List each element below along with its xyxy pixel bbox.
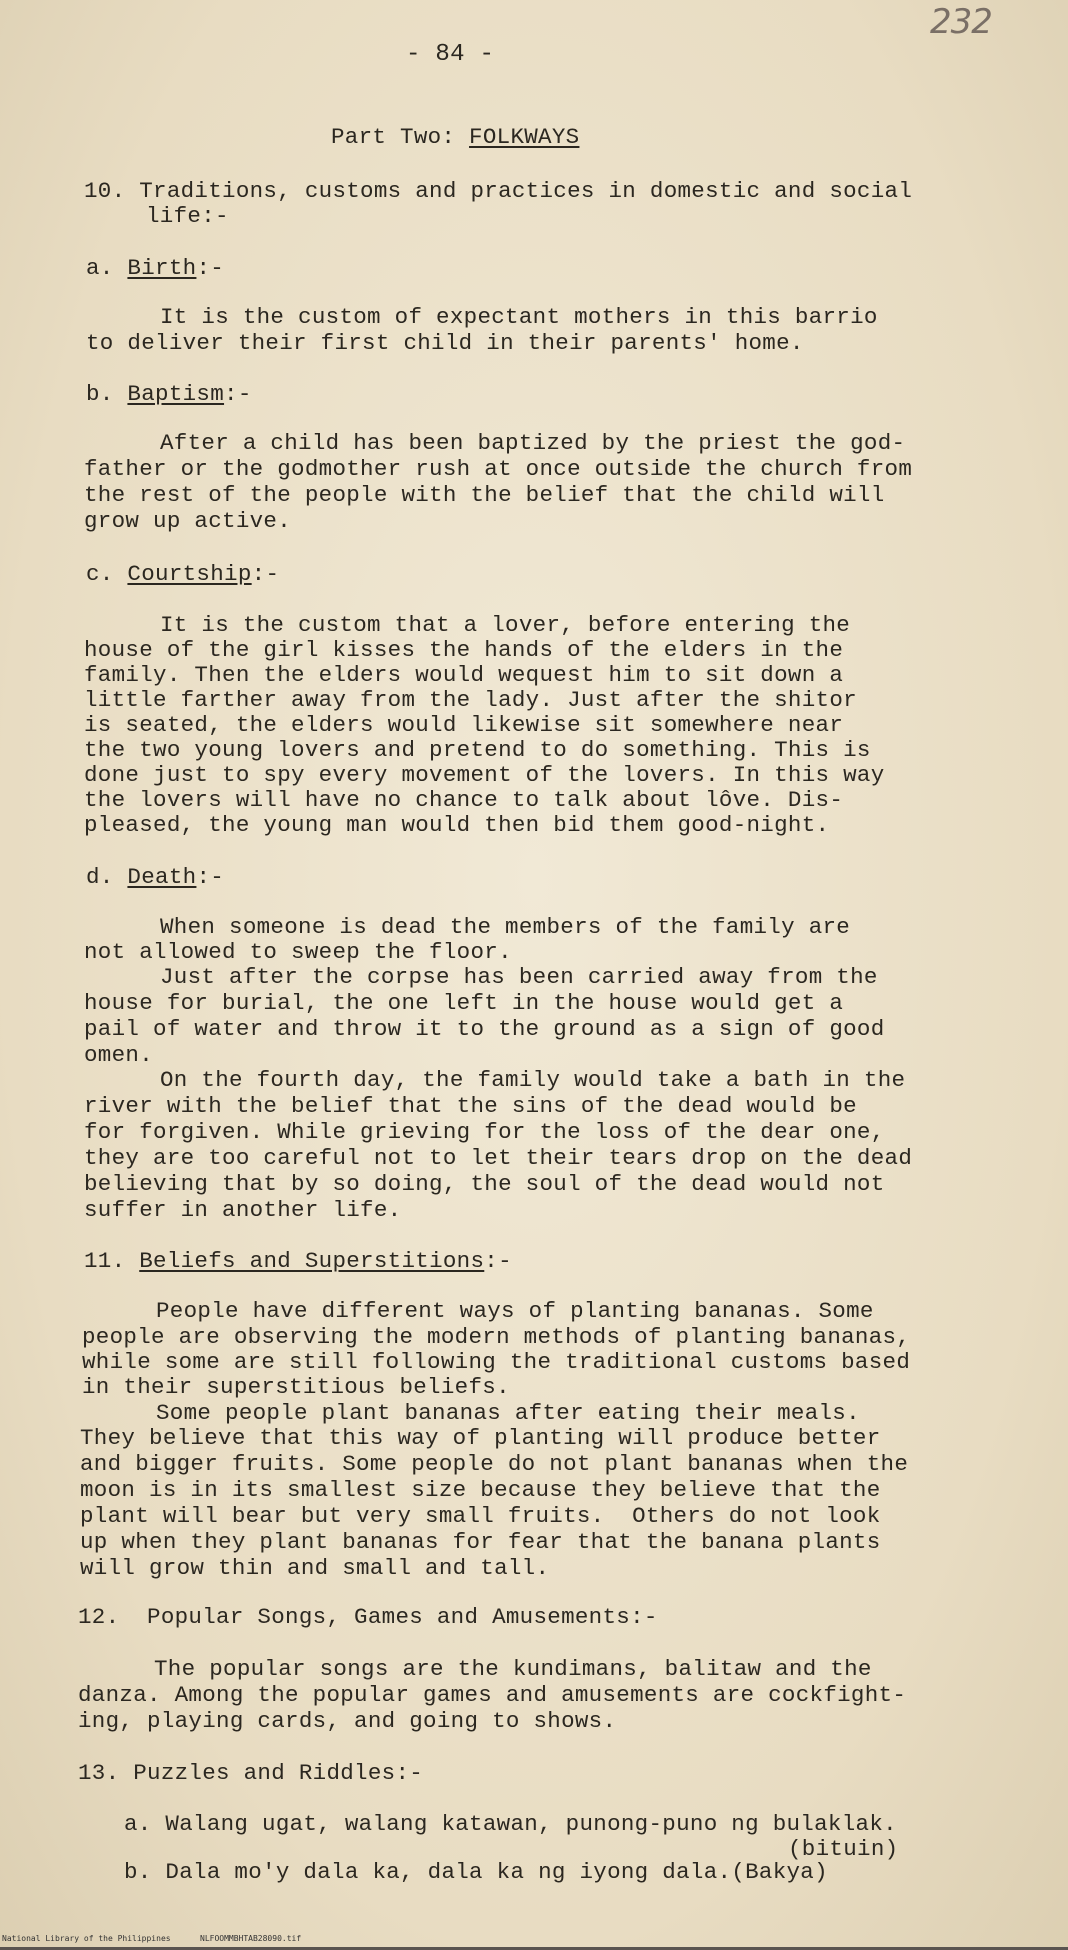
death-line: pail of water and throw it to the ground as a sign of good [84,1016,885,1042]
beliefs-line: in their superstitious beliefs. [82,1374,510,1400]
death-line: for forgiven. While grieving for the loss of the dear one, [84,1119,885,1145]
courtship-line: It is the custom that a lover, before entering the [160,612,851,638]
birth-letter: a. [86,255,128,281]
birth-title: Birth [127,255,197,281]
beliefs-title: Beliefs and Superstitions [139,1248,485,1274]
courtship-line: family. Then the elders would wequest him to sit down a [84,662,844,688]
beliefs-line: People have different ways of planting bananas. Some [156,1298,874,1324]
death-line: On the fourth day, the family would take a bath in the [160,1067,906,1093]
part-heading [331,124,579,150]
section-10-heading: 10. Traditions, customs and practices in domestic and social [84,178,913,204]
beliefs-line: up when they plant bananas for fear that the banana plants [80,1529,881,1555]
courtship-line: pleased, the young man would then bid them good-night. [84,812,830,838]
baptism-line: grow up active. [84,508,292,534]
beliefs-number: 11. [84,1248,140,1274]
courtship-line: house of the girl kisses the hands of the elders in the [84,637,844,663]
death-line: suffer in another life. [84,1197,402,1223]
baptism-line: father or the godmother rush at once outside the church from [84,456,913,482]
riddle-a: a. Walang ugat, walang katawan, punong-puno ng bulaklak. [124,1811,897,1837]
beliefs-line: plant will bear but very small fruits. Others do not look [80,1503,881,1529]
courtship-title: Courtship [127,561,252,587]
part-heading-prefix: Part Two: [331,124,470,150]
courtship-line: the lovers will have no chance to talk about lôve. Dis- [84,787,844,813]
beliefs-line: Some people plant bananas after eating their meals. [156,1400,860,1426]
section-10-heading-cont: life:- [146,203,229,229]
courtship-heading [86,561,279,587]
death-letter: d. [86,864,128,890]
songs-line: ing, playing cards, and going to shows. [78,1708,617,1734]
baptism-line: After a child has been baptized by the priest the god- [160,430,906,456]
courtship-line: the two young lovers and pretend to do something. This is [84,737,871,763]
courtship-letter: c. [86,561,128,587]
death-line: house for burial, the one left in the house would get a [84,990,844,1016]
page-number: - 84 - [406,41,495,68]
songs-heading: 12. Popular Songs, Games and Amusements:- [78,1604,658,1630]
death-heading [86,864,224,890]
riddle-a-answer: (bituin) [788,1836,899,1862]
beliefs-line: will grow thin and small and tall. [80,1555,550,1581]
death-suffix: :- [196,864,225,890]
beliefs-line: while some are still following the traditional customs based [82,1349,911,1375]
beliefs-suffix: :- [484,1248,512,1274]
beliefs-line: moon is in its smallest size because they believe that the [80,1477,881,1503]
baptism-suffix: :- [224,381,252,407]
songs-line: danza. Among the popular games and amusements are cockfight- [78,1682,907,1708]
death-line: Just after the corpse has been carried away from the [160,964,878,990]
part-heading-title: FOLKWAYS [469,124,580,150]
beliefs-heading [84,1248,512,1274]
footer-filename: NLFOOMMBHTAB28090.tif [200,1934,302,1943]
death-line: not allowed to sweep the floor. [84,939,512,965]
baptism-heading [86,381,252,407]
beliefs-line: people are observing the modern methods of planting bananas, [82,1324,911,1350]
death-title: Death [127,864,197,890]
courtship-line: little farther away from the lady. Just after the shitor [84,687,857,713]
baptism-title: Baptism [127,381,225,407]
courtship-line: done just to spy every movement of the lovers. In this way [84,762,885,788]
courtship-suffix: :- [251,561,280,587]
puzzles-heading: 13. Puzzles and Riddles:- [78,1760,424,1786]
songs-line: The popular songs are the kundimans, balitaw and the [154,1656,872,1682]
death-line: omen. [84,1042,154,1068]
handwritten-page-number: 232 [930,2,992,42]
birth-heading [86,255,224,281]
death-line: When someone is dead the members of the family are [160,914,851,940]
footer-library: National Library of the Philippines [2,1934,171,1943]
baptism-letter: b. [86,381,128,407]
birth-suffix: :- [196,255,225,281]
death-line: they are too careful not to let their tears drop on the dead [84,1145,913,1171]
death-line: river with the belief that the sins of the dead would be [84,1093,857,1119]
birth-line: to deliver their first child in their parents' home. [86,330,804,356]
riddle-b: b. Dala mo'y dala ka, dala ka ng iyong dala.(Bakya) [124,1859,828,1885]
death-line: believing that by so doing, the soul of the dead would not [84,1171,885,1197]
courtship-line: is seated, the elders would likewise sit somewhere near [84,712,844,738]
beliefs-line: They believe that this way of planting will produce better [80,1425,881,1451]
baptism-line: the rest of the people with the belief that the child will [84,482,885,508]
birth-line: It is the custom of expectant mothers in this barrio [160,304,878,330]
beliefs-line: and bigger fruits. Some people do not plant bananas when the [80,1451,909,1477]
